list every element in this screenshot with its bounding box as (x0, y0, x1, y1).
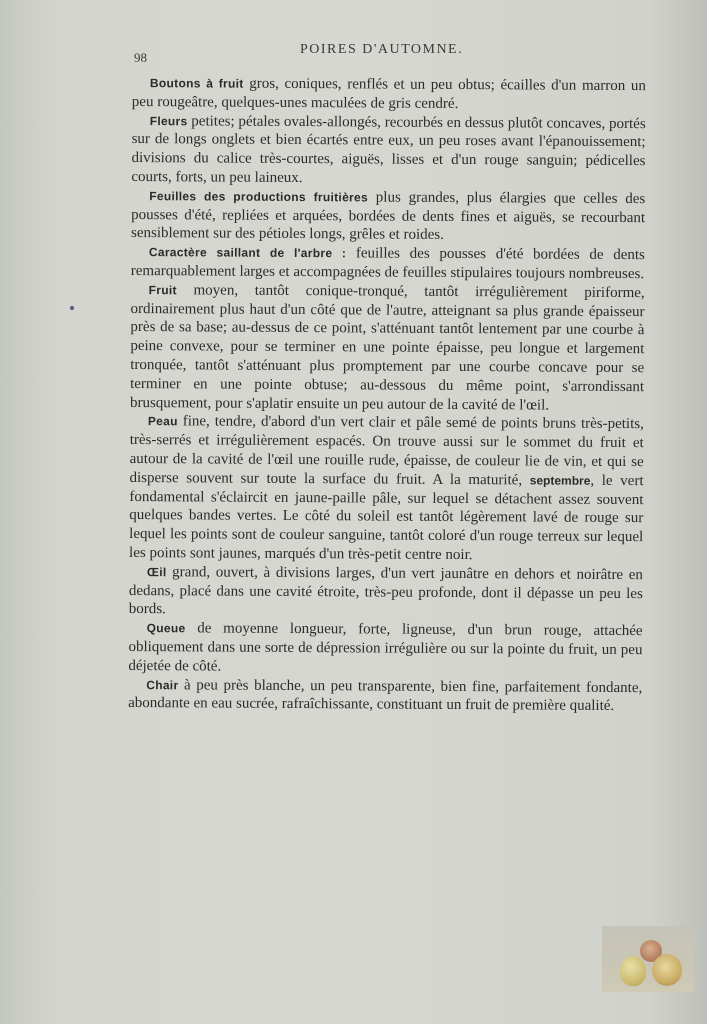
running-title: POIRES D'AUTOMNE. (300, 42, 464, 57)
ink-dot-mark (70, 306, 74, 310)
paragraph-oeil (129, 563, 643, 623)
paragraph-peau (129, 412, 644, 566)
paragraph-caractere (131, 243, 645, 284)
paragraph-text: plus grandes, plus élargies que celles des pousses d'été, repliées et arquées, bordées de dents fines et aiguës, se recourbant sensiblement sur des pétioles longs, grêles et roides. (130, 189, 646, 244)
paragraph-text: gros, coniques, renflés et un peu obtus; écailles d'un marron un peu rougeâtre, quelques-unes maculées de gris cendré. (131, 75, 646, 112)
fruit-shape (620, 956, 646, 986)
paragraph-feuilles (131, 187, 645, 247)
paragraph-fruit (130, 281, 645, 416)
pear-illustration-thumbnail (602, 926, 694, 992)
paragraph-text: à peu près blanche, un peu transparente, bien fine, parfaitement fondante, abondante en eau sucrée, rafraîchissante, constituant un fruit de première qualité. (128, 676, 643, 715)
body-text (128, 74, 646, 716)
paragraph-text: moyen, tantôt conique-tronqué, tantôt irrégulièrement piriforme, ordinairement plus haut d'un côté que de l'autre, atteignant sa plus grande épaisseur près de sa base; au-dessus de ce point, s'atténuant tantôt lentement par une courbe à peine convexe, pour se terminer en une pointe épaisse, peu longue et largement tronquée, tantôt s'atténuant plus promptement par une courbe concave pour se terminer en une pointe obtuse; au-dessous du même point, s'arrondissant brusquement, pour s'aplatir ensuite un peu autour de la cavité de l'œil. (129, 282, 645, 414)
paragraph-text: fine, tendre, d'abord d'un vert clair et pâle semé de points bruns très-petits, très-serrés et irrégulièrement espacés. On trouve aussi sur le sommet du fruit et autour de la cavité de l'œil une rouille rude, épaisse, de couleur lie de vin, et qui se disperse souvent sur toute la surface du fruit. A la maturité, (129, 413, 644, 489)
term-label: Chair (146, 677, 179, 692)
paragraph-boutons (132, 74, 646, 115)
paragraph-text: petites; pétales ovales-allongés, recourbés en dessus plutôt concaves, portés sur de longs onglets et bien écartés entre eux, un peu roses avant l'épanouissement; divisions du calice très-courtes, aiguës, lisses et d'un rouge sanguin; pédicelles courts, forts, un peu laineux. (131, 112, 646, 187)
term-label: Feuilles des productions fruitières (149, 188, 369, 205)
paragraph-text: grand, ouvert, à divisions larges, d'un vert jaunâtre en dehors et noirâtre en dedans, placé dans une cavité étroite, très-peu profonde, dont il dépasse un peu les bords. (128, 563, 643, 618)
paragraph-text: de moyenne longueur, forte, ligneuse, d'un brun rouge, attachée obliquement dans une sorte de dépression irrégulière ou sur la pointe du fruit, un peu déjetée de côté. (128, 620, 643, 675)
paragraph-queue (128, 619, 642, 679)
term-label: Fruit (148, 282, 177, 298)
term-label: Caractère saillant de l'arbre : (148, 245, 347, 261)
paragraph-chair (128, 675, 642, 716)
paragraph-text: feuilles des pousses d'été bordées de dents remarquablement larges et accompagnées de feuilles stipulaires toujours nombreuses. (130, 245, 645, 283)
paragraph-text-continued: , le vert fondamental s'éclaircit en jaune-paille pâle, sur lequel se détachent assez souvent quelques bandes vertes. Le côté du soleil est tantôt légèrement lavé de rouge sur lequel les points sont de couleur sanguine, tantôt coloré d'un rouge terreux sur lequel les points sont jaunes, marqués d'un très-petit centre noir. (129, 472, 644, 564)
term-label: Peau (147, 414, 178, 429)
paragraph-fleurs (131, 112, 645, 190)
term-label: Fleurs (149, 113, 188, 128)
term-label: Boutons à fruit (149, 76, 244, 91)
page-number: 98 (134, 50, 147, 65)
term-label: Œil (146, 564, 167, 579)
bold-word-septembre: septembre (529, 473, 591, 488)
term-label: Queue (146, 621, 186, 636)
fruit-shape (652, 954, 682, 986)
